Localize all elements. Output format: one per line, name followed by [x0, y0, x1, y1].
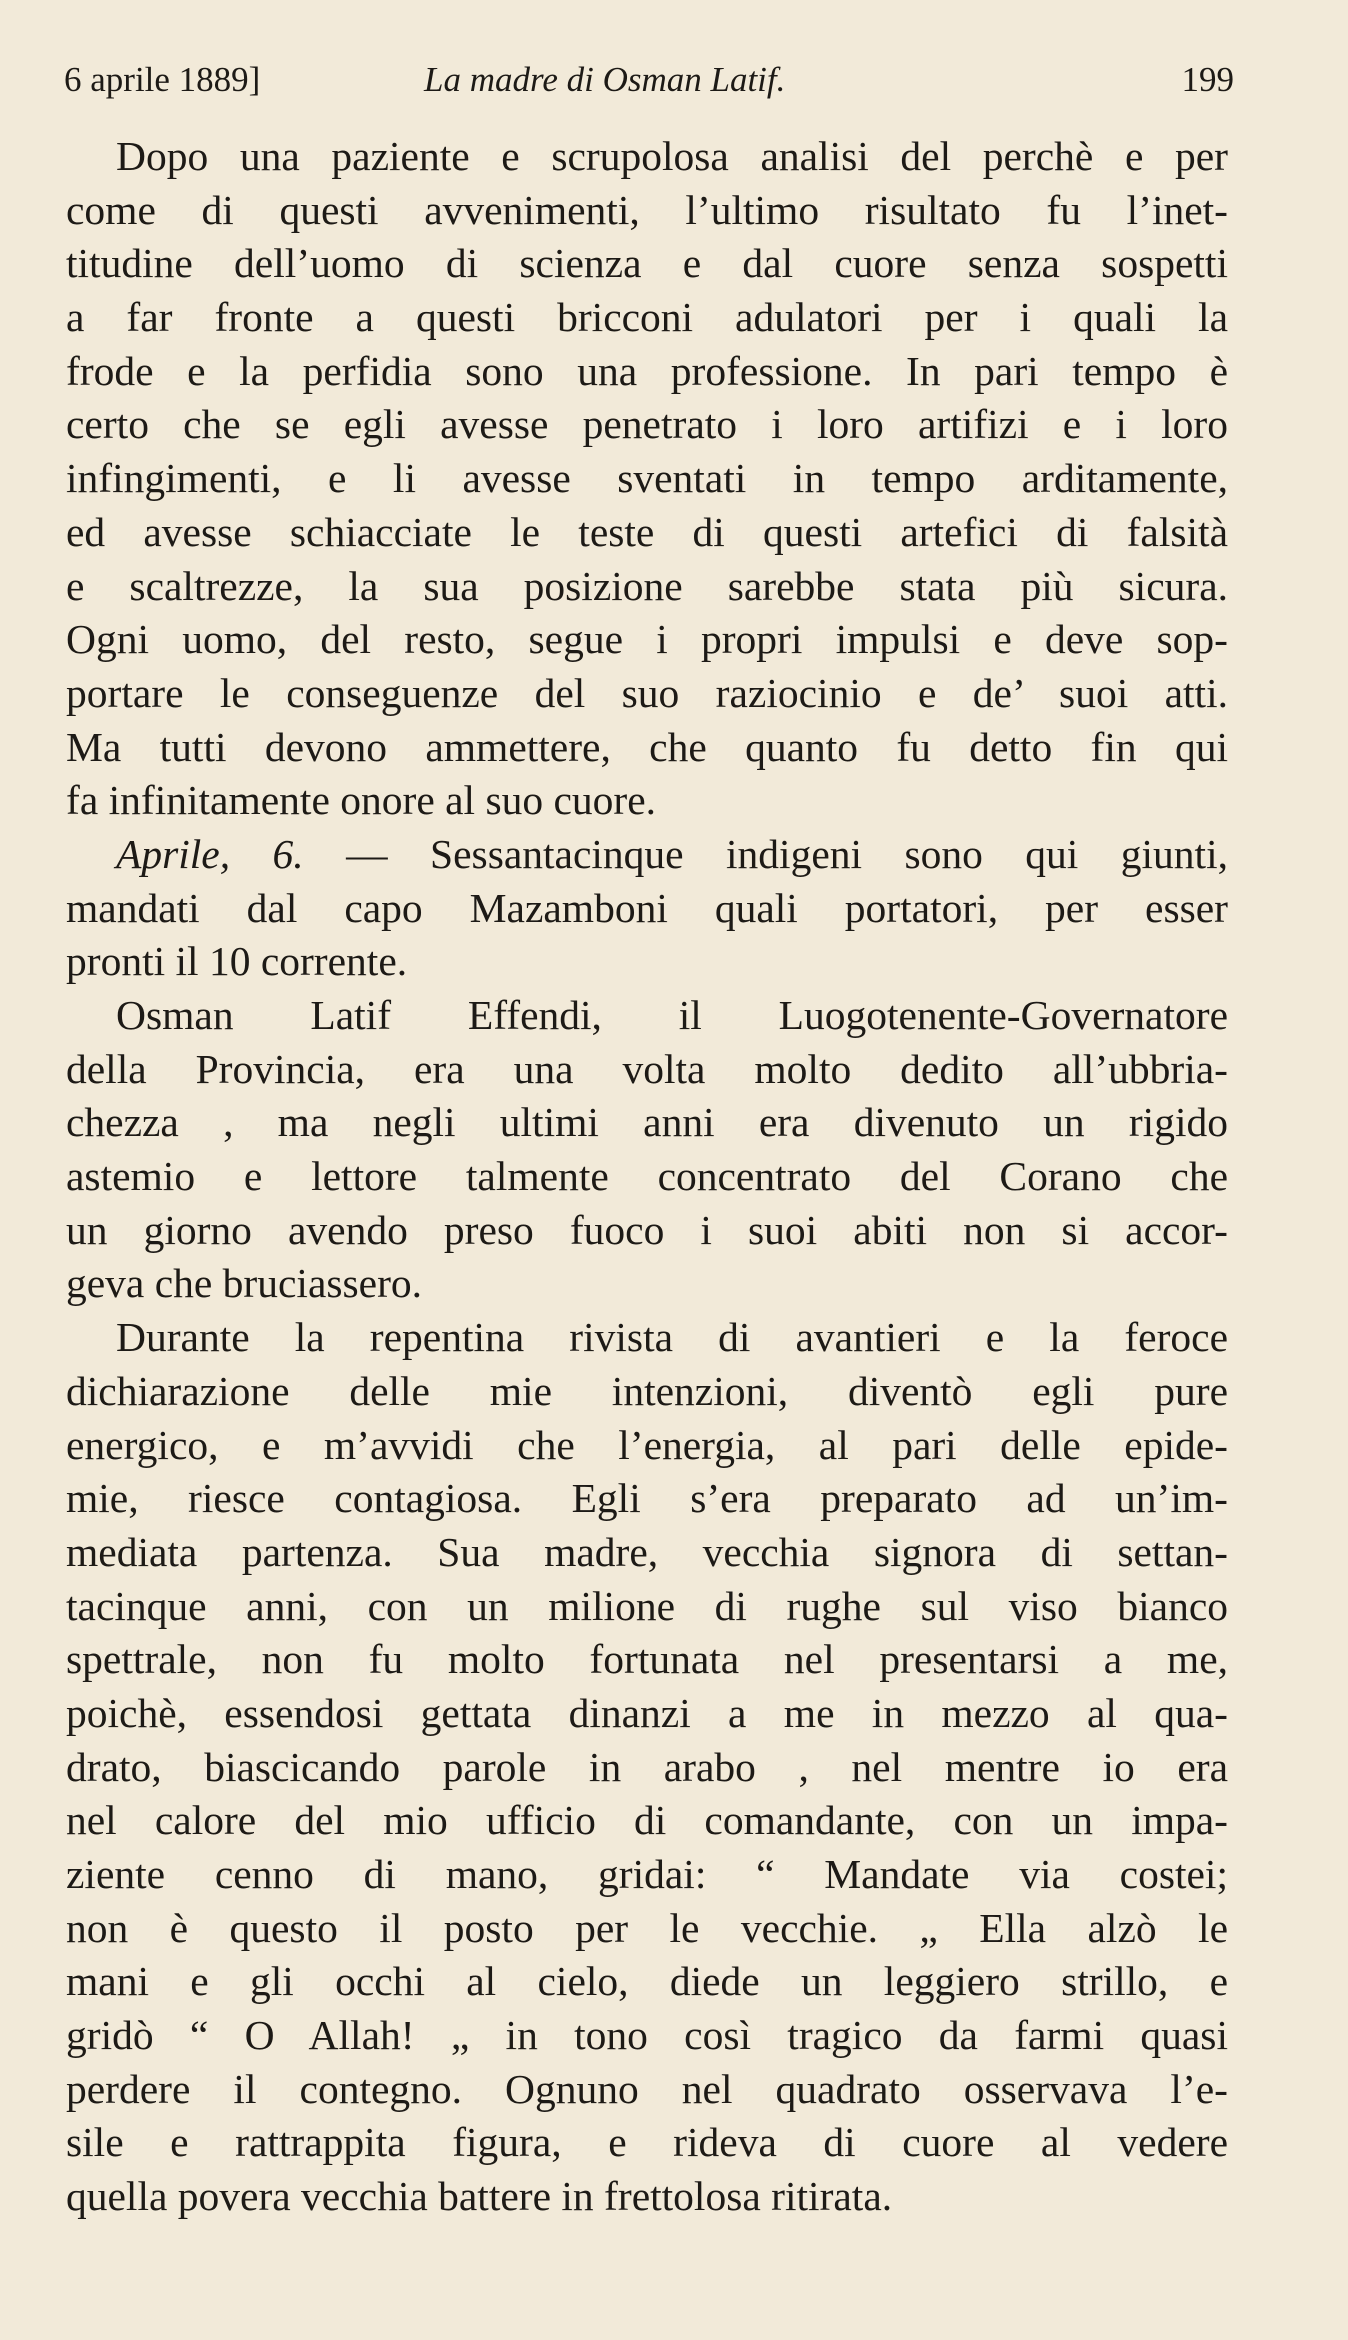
text-line: dichiarazione delle mie intenzioni, diventò egli pure — [66, 1367, 1228, 1414]
text-line: come di questi avvenimenti, l’ultimo risultato fu l’inet- — [66, 186, 1228, 233]
text-line: gridò “ O Allah! „ in tono così tragico da farmi quasi — [66, 2012, 1228, 2059]
text-line: titudine dell’uomo di scienza e dal cuore senza sospetti — [66, 240, 1228, 287]
text-line: spettrale, non fu molto fortunata nel presentarsi a me, — [66, 1636, 1228, 1683]
text-line: energico, e m’avvidi che l’energia, al pari delle epide- — [66, 1421, 1228, 1468]
text-line: poichè, essendosi gettata dinanzi a me in mezzo al qua- — [66, 1689, 1228, 1736]
text-line: mediata partenza. Sua madre, vecchia signora di settan- — [66, 1528, 1228, 1575]
text-line: un giorno avendo preso fuoco i suoi abiti non si accor- — [66, 1206, 1228, 1253]
text-line: mandati dal capo Mazamboni quali portatori, per esser — [66, 884, 1228, 931]
text-line: frode e la perfidia sono una professione. In pari tempo è — [66, 347, 1228, 394]
text-line: mie, riesce contagiosa. Egli s’era preparato ad un’im- — [66, 1475, 1228, 1522]
text-line: Ogni uomo, del resto, segue i propri impulsi e deve sop- — [66, 616, 1228, 663]
paragraph — [66, 828, 1228, 989]
text-line — [66, 828, 1228, 882]
text-line: quella povera vecchia battere in frettolosa ritirata. — [66, 2173, 893, 2220]
header-date: 6 aprile 1889] — [64, 60, 261, 99]
text-line: mani e gli occhi al cielo, diede un leggiero strillo, e — [66, 1958, 1228, 2005]
text-line: perdere il contegno. Ognuno nel quadrato osservava l’e- — [66, 2065, 1228, 2112]
paragraph — [66, 989, 1228, 1311]
text-line: astemio e lettore talmente concentrato del Corano che — [66, 1153, 1228, 1200]
body-text — [66, 130, 1228, 2224]
text-line: della Provincia, era una volta molto dedito all’ubbria- — [66, 1045, 1228, 1092]
text-line: a far fronte a questi bricconi adulatori per i quali la — [66, 294, 1228, 341]
text-line: drato, biascicando parole in arabo , nel mentre io era — [66, 1743, 1228, 1790]
text-line: non è questo il posto per le vecchie. „ Ella alzò le — [66, 1904, 1228, 1951]
text-line: Osman Latif Effendi, il Luogotenente-Governatore — [116, 992, 1228, 1038]
paragraph — [66, 1311, 1228, 2224]
text-line: certo che se egli avesse penetrato i loro artifizi e i loro — [66, 401, 1228, 448]
text-line: fa infinitamente onore al suo cuore. — [66, 777, 656, 824]
text-line: tacinque anni, con un milione di rughe sul viso bianco — [66, 1582, 1228, 1629]
text-line: nel calore del mio ufficio di comandante, con un impa- — [66, 1797, 1228, 1844]
page-number: 199 — [1181, 60, 1234, 99]
paragraph — [66, 130, 1228, 828]
text-line: geva che bruciassero. — [66, 1260, 423, 1307]
text-line: infingimenti, e li avesse sventati in tempo arditamente, — [66, 455, 1228, 502]
text-line: sile e rattrappita figura, e rideva di cuore al vedere — [66, 2119, 1228, 2166]
text-line: Durante la repentina rivista di avantieri e la feroce — [116, 1314, 1228, 1361]
text-line: Dopo una paziente e scrupolosa analisi del perchè e per — [116, 133, 1228, 179]
diary-date: Aprile, 6. — [116, 830, 304, 877]
header-title: La madre di Osman Latif. — [424, 60, 786, 99]
text-fragment: — Sessantacinque indigeni sono qui giunti, — [303, 830, 1228, 877]
text-line: Ma tutti devono ammettere, che quanto fu detto fin qui — [66, 723, 1228, 770]
text-line: e scaltrezze, la sua posizione sarebbe stata più sicura. — [66, 562, 1228, 609]
text-line: ziente cenno di mano, gridai: “ Mandate via costei; — [66, 1851, 1228, 1897]
text-line: pronti il 10 corrente. — [66, 938, 408, 985]
running-header — [64, 56, 1234, 104]
text-line: portare le conseguenze del suo raziocinio e de’ suoi atti. — [66, 669, 1228, 716]
text-line: chezza , ma negli ultimi anni era divenuto un rigido — [66, 1099, 1228, 1146]
text-line: ed avesse schiacciate le teste di questi artefici di falsità — [66, 508, 1228, 555]
